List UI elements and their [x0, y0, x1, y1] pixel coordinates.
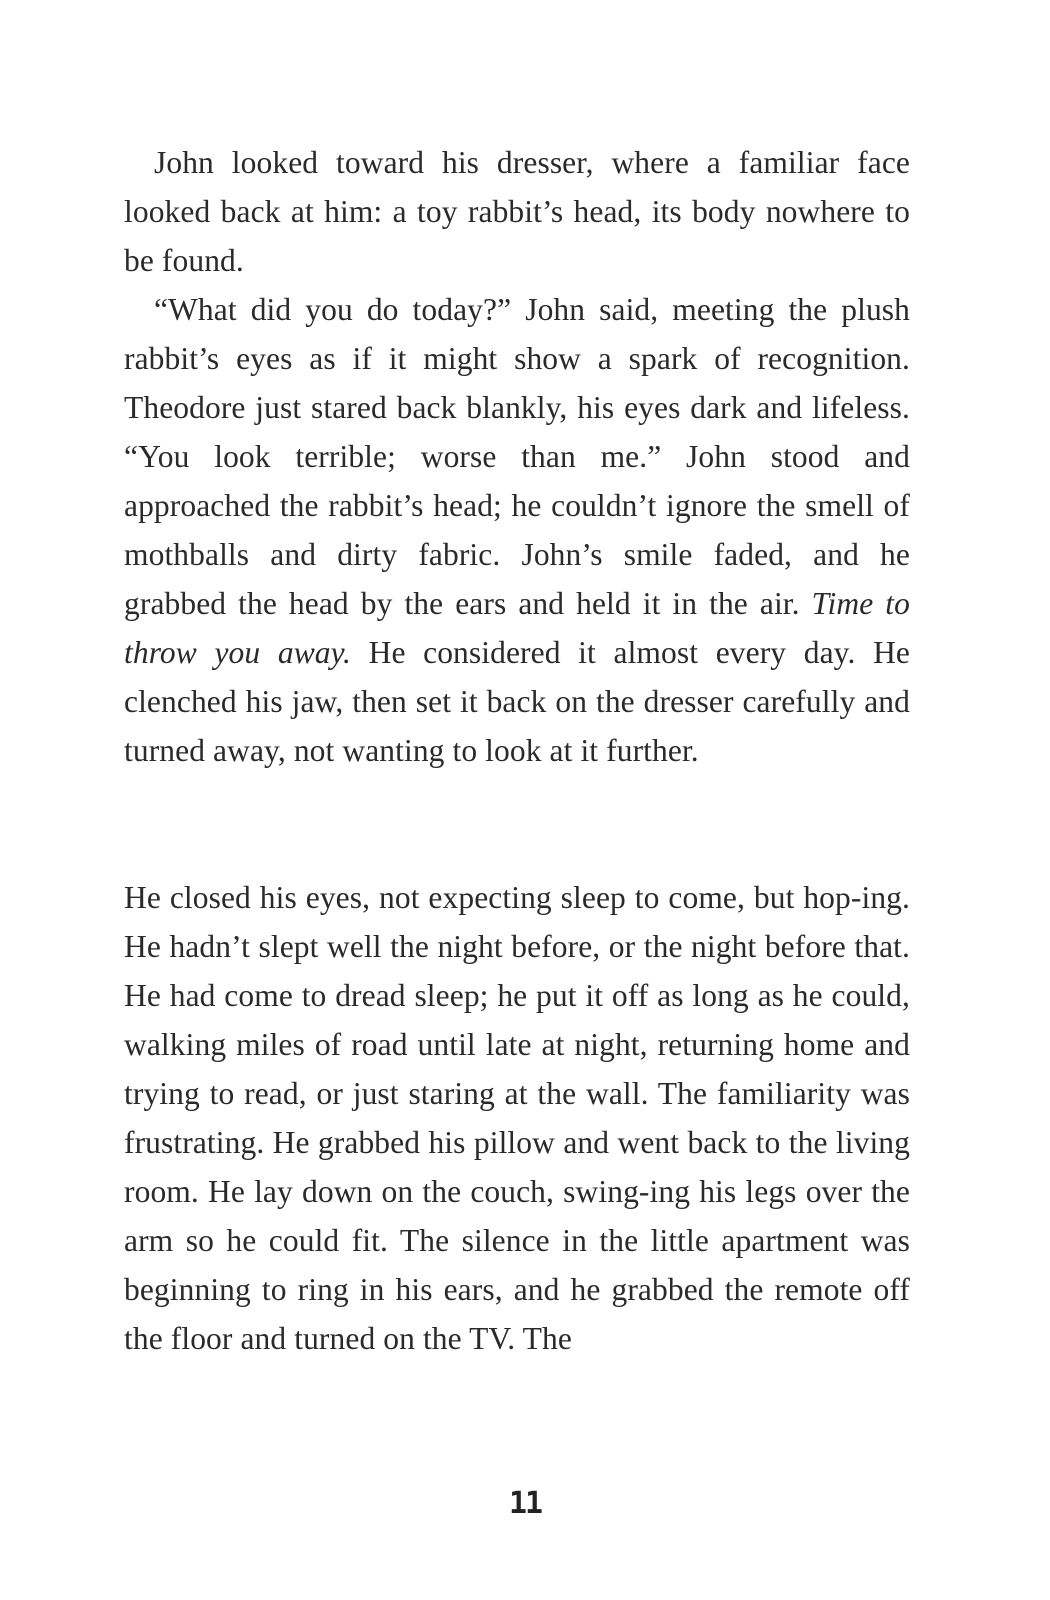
page-number: 11: [508, 1486, 542, 1521]
paragraph-3: He closed his eyes, not expecting sleep to come, but hop-ing. He hadn’t slept well the night before, or the night before that. He had come to dread sleep; he put it off as long as he could, walking miles of road until late at night, returning home and trying to read, or just staring at the wall. The familiarity was frustrating. He grabbed his pillow and went back to the living room. He lay down on the couch, swing-ing his legs over the arm so he could fit. The silence in the little apartment was beginning to ring in his ears, and he grabbed the remote off the floor and turned on the TV. The: [124, 880, 910, 1356]
paragraph-2-tail: He considered it almost every day. He clenched his jaw, then set it back on the dresser carefully and turned away, not wanting to look at it further.: [124, 635, 910, 768]
paragraph-2: [124, 285, 910, 775]
paragraph-2-main: “What did you do today?” John said, meeting the plush rabbit’s eyes as if it might show a spark of recognition. Theodore just stared back blankly, his eyes dark and lifeless. “You look terrible; worse than me.” John stood and approached the rabbit’s head; he couldn’t ignore the smell of mothballs and dirty fabric. John’s smile faded, and he grabbed the head by the ears and held it in the air.: [124, 292, 910, 621]
paragraph-1: John looked toward his dresser, where a familiar face looked back at him: a toy rabbit’s head, its body nowhere to be found.: [124, 145, 910, 278]
italic-thought: Time to throw you away.: [124, 586, 910, 670]
section-break: [124, 775, 910, 873]
page-body: [124, 138, 910, 1363]
